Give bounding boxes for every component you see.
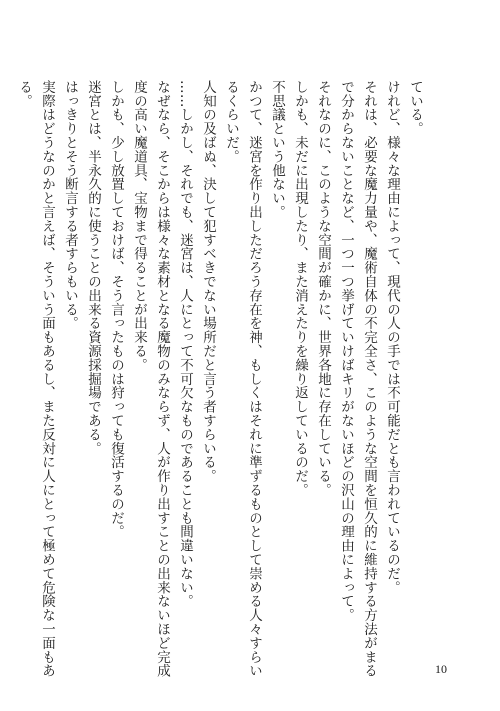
text-line: なぜなら、そこからは様々な素材となる魔物のみならず、人が作り出すことの出来ないほど完成 (154, 80, 170, 678)
text-line: ている。 (407, 80, 423, 136)
text-line: しかも、未だに出現したり、また消えたりを繰り返しているのだ。 (292, 80, 308, 497)
text-line: けれど、様々な理由によって、現代の人の手では不可能だとも言われているのだ。 (384, 80, 400, 595)
text-line: ……しかし、それでも、迷宮は、人にとって不可欠なものであることも間違いない。 (177, 80, 193, 609)
text-line: る。 (16, 80, 32, 108)
text-line: 人知の及ばぬ、決して犯すべきでない場所だと言う者すらいる。 (200, 80, 216, 484)
body-text (16, 80, 426, 678)
page-number: 10 (435, 662, 447, 676)
text-line: はっきりとそう断言する者すらもいる。 (62, 80, 78, 331)
text-line: 不思議という他ない。 (269, 80, 285, 219)
text-line: 迷宮とは、半永久的に使うことの出来る資源採掘場である。 (85, 80, 101, 456)
text-line: 度の高い魔道具、宝物まで得ることが出来る。 (131, 80, 147, 372)
text-line: しかも、少し放置しておけば、そう言ったものは狩っても復活するのだ。 (108, 80, 124, 539)
text-line: それは、必要な魔力量や、魔術自体の不完全さ、このような空間を恒久的に維持する方法がまる (361, 80, 377, 678)
text-line: かつて、迷宮を作り出しただろう存在を神、もしくはそれに準ずるものとして崇める人々すらい (246, 80, 262, 678)
text-line: で分からないことなど、一つ一つ挙げていけばキリがないほどの沢山の理由によって。 (338, 80, 354, 623)
text-line: るくらいだ。 (223, 80, 239, 164)
text-line: 実際はどうなのかと言えば、そういう面もあるし、また反対に人にとって極めて危険な一面もあ (39, 80, 55, 678)
text-line: それなのに、このような空間が確かに、世界各地に存在している。 (315, 80, 331, 497)
